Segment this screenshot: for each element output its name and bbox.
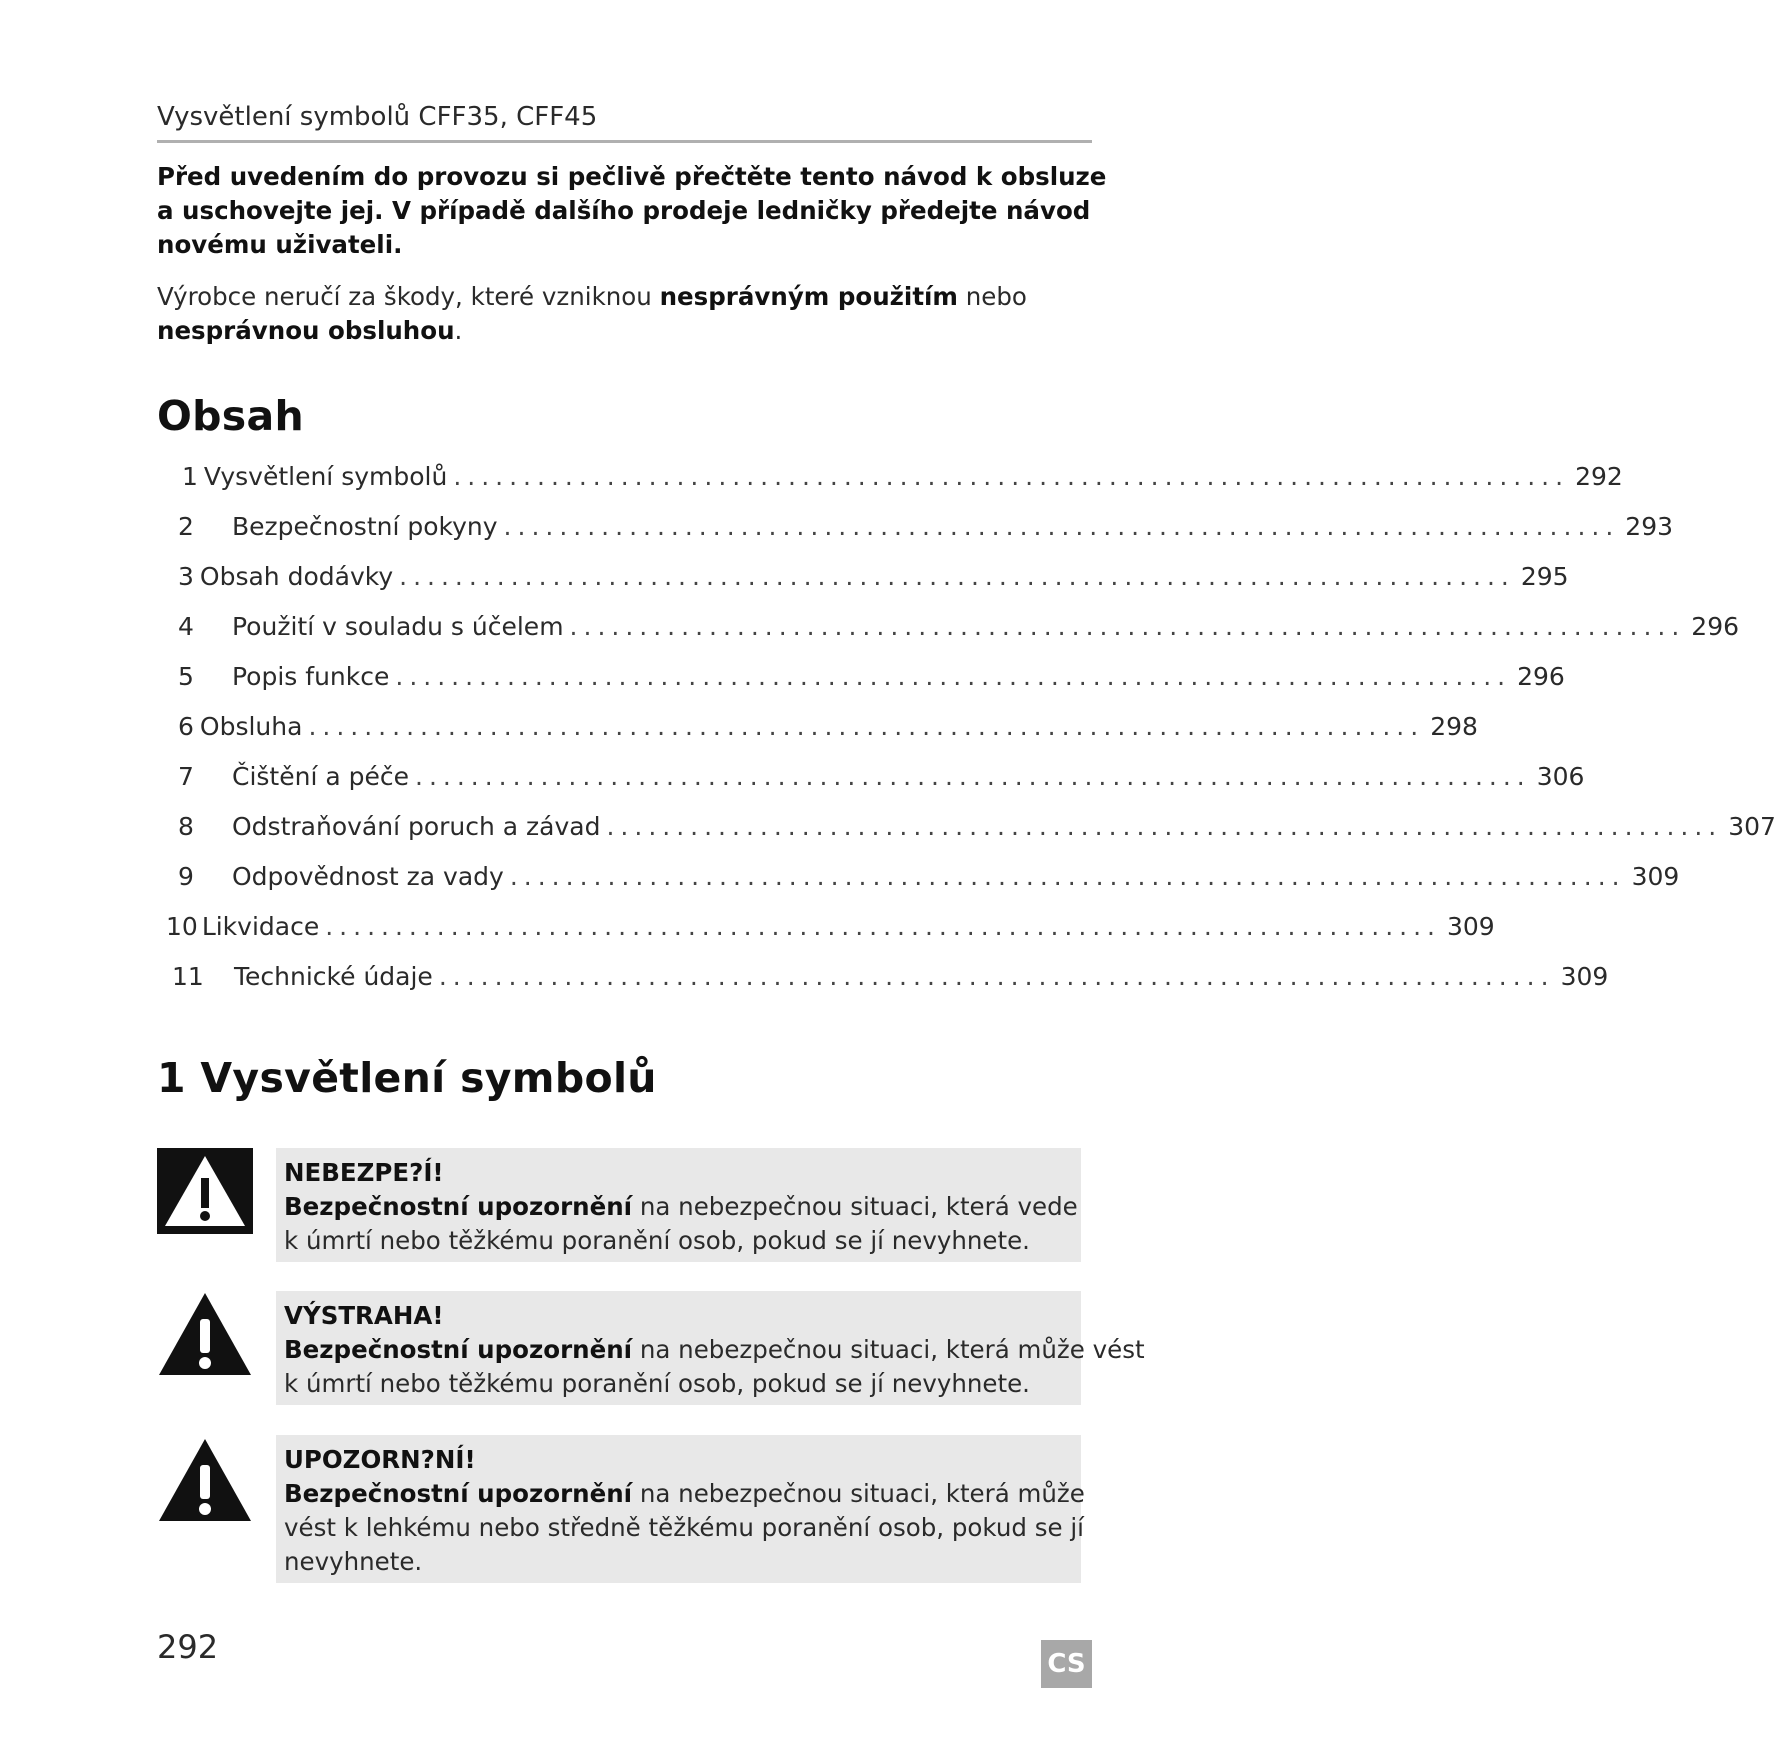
- note-bold: Bezpečnostní upozornění: [284, 1335, 633, 1364]
- toc-leader: ................................................................................: [503, 512, 1620, 541]
- toc-entry-number: 1: [182, 462, 198, 491]
- liability-text: Výrobce neručí za škody, které vzniknou: [157, 282, 660, 311]
- toc-leader: ................................................................................: [606, 812, 1723, 841]
- toc-entry-title: Čištění a péče: [232, 762, 409, 791]
- toc-leader: ................................................................................: [438, 962, 1555, 991]
- toc-entry-page: 296: [1517, 662, 1565, 691]
- caution-triangle-icon: [157, 1437, 253, 1523]
- note-text: na nebezpečnou situaci, která vede: [632, 1192, 1078, 1221]
- intro-instructions: [157, 160, 1107, 262]
- toc-entry-number: 7: [178, 762, 194, 791]
- toc-entry-title: Vysvětlení symbolů: [203, 462, 448, 491]
- toc-leader: ................................................................................: [395, 662, 1512, 691]
- toc-entry[interactable]: [166, 912, 1495, 948]
- toc-entry-page: 309: [1631, 862, 1680, 891]
- note-bold: Bezpečnostní upozornění: [284, 1192, 633, 1221]
- toc-entry-number: 11: [172, 962, 204, 991]
- toc-entry-title: Odpovědnost za vady: [232, 862, 504, 891]
- toc-entry[interactable]: [178, 512, 1674, 548]
- toc-leader: ................................................................................: [453, 462, 1570, 491]
- toc-entry-number: 5: [178, 662, 194, 691]
- page-number: 292: [157, 1628, 219, 1666]
- signal-word: NEBEZPE?Í!: [284, 1158, 444, 1187]
- toc-entry[interactable]: [182, 462, 1623, 498]
- toc-leader: ................................................................................: [399, 562, 1515, 591]
- toc-leader: ................................................................................: [509, 862, 1626, 891]
- danger-warning-icon: [157, 1148, 253, 1234]
- liability-text: .: [454, 316, 463, 345]
- toc-entry-number: 2: [178, 512, 194, 541]
- liability-bold: nesprávným použitím: [659, 282, 958, 311]
- liability-bold: nesprávnou obsluhou: [157, 316, 455, 345]
- toc-entry-page: 292: [1575, 462, 1623, 491]
- toc-entry-page: 296: [1691, 612, 1740, 641]
- toc-entry-number: 3: [178, 562, 194, 591]
- toc-entry-title: Obsah dodávky: [199, 562, 394, 591]
- toc-entry-page: 307: [1728, 812, 1776, 841]
- note-text: vést k lehkému nebo středně těžkému poranění osob, pokud se jí: [284, 1513, 1084, 1542]
- intro-line: novému uživateli.: [157, 230, 403, 259]
- toc-entry-number: 10: [166, 912, 198, 941]
- note-box: [276, 1148, 1081, 1262]
- toc-entry-title: Odstraňování poruch a závad: [232, 812, 601, 841]
- note-text: k úmrtí nebo těžkému poranění osob, pokud se jí nevyhnete.: [284, 1369, 1030, 1398]
- toc-leader: ................................................................................: [325, 912, 1441, 941]
- toc-entry[interactable]: [178, 712, 1478, 748]
- note-text: na nebezpečnou situaci, která může vést: [632, 1335, 1145, 1364]
- page-header: Vysvětlení symbolů CFF35, CFF45: [157, 102, 1092, 143]
- toc-leader: ................................................................................: [415, 762, 1531, 791]
- toc-entry-page: 293: [1625, 512, 1674, 541]
- note-text: k úmrtí nebo těžkému poranění osob, pokud se jí nevyhnete.: [284, 1226, 1030, 1255]
- warning-triangle-icon: [157, 1291, 253, 1377]
- toc-entry[interactable]: [172, 962, 1609, 998]
- note-box: [276, 1291, 1145, 1405]
- toc-leader: ................................................................................: [569, 612, 1686, 641]
- language-badge: CS: [1041, 1640, 1092, 1688]
- toc-entry-page: 295: [1520, 562, 1569, 591]
- note-bold: Bezpečnostní upozornění: [284, 1479, 633, 1508]
- toc-entry-page: 306: [1536, 762, 1585, 791]
- toc-leader: ................................................................................: [308, 712, 1425, 741]
- toc-entry-number: 9: [178, 862, 194, 891]
- note-text: na nebezpečnou situaci, která může: [632, 1479, 1085, 1508]
- toc-entry[interactable]: [178, 862, 1680, 898]
- toc-entry-number: 4: [178, 612, 194, 641]
- toc-heading: Obsah: [157, 392, 304, 440]
- signal-word: VÝSTRAHA!: [284, 1301, 444, 1330]
- toc-entry-page: 298: [1430, 712, 1478, 741]
- toc-entry[interactable]: [178, 812, 1776, 848]
- toc-entry-number: 6: [178, 712, 194, 741]
- toc-entry-title: Obsluha: [199, 712, 303, 741]
- toc-entry-page: 309: [1560, 962, 1609, 991]
- intro-line: a uschovejte jej. V případě dalšího prodeje ledničky předejte návod: [157, 196, 1091, 225]
- signal-word: UPOZORN?NÍ!: [284, 1445, 476, 1474]
- toc-entry[interactable]: [178, 762, 1585, 798]
- intro-line: Před uvedením do provozu si pečlivě přečtěte tento návod k obsluze: [157, 162, 1107, 191]
- toc-entry[interactable]: [178, 662, 1565, 698]
- toc-entry-page: 309: [1446, 912, 1495, 941]
- toc-entry-title: Popis funkce: [232, 662, 390, 691]
- liability-text: nebo: [957, 282, 1027, 311]
- note-text: nevyhnete.: [284, 1547, 423, 1576]
- liability-note: [157, 280, 1092, 348]
- toc-entry-title: Likvidace: [201, 912, 320, 941]
- note-box: [276, 1435, 1085, 1583]
- toc-entry[interactable]: [178, 612, 1740, 648]
- section-heading: 1 Vysvětlení symbolů: [157, 1054, 657, 1102]
- toc-entry[interactable]: [178, 562, 1569, 598]
- toc-entry-title: Bezpečnostní pokyny: [232, 512, 498, 541]
- toc-entry-number: 8: [178, 812, 194, 841]
- toc-entry-title: Technické údaje: [234, 962, 433, 991]
- toc-entry-title: Použití v souladu s účelem: [232, 612, 564, 641]
